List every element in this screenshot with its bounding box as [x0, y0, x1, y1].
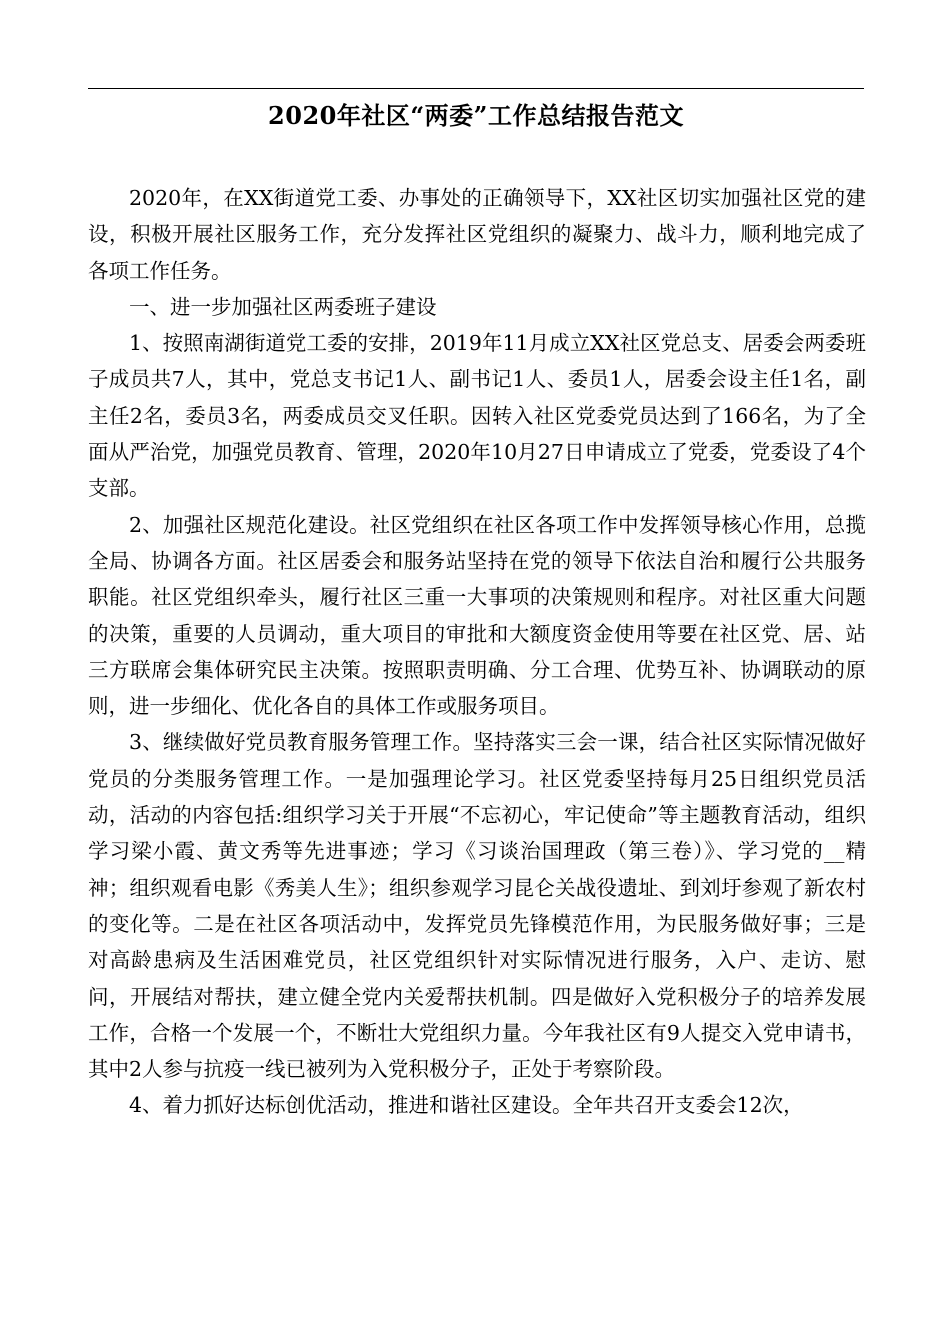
document-body — [88, 180, 866, 1124]
intro-paragraph: 2020年，在XX街道党工委、办事处的正确领导下，XX社区切实加强社区党的建设，积极开展社区服务工作，充分发挥社区党组织的凝聚力、战斗力，顺利地完成了各项工作任务。 — [88, 186, 866, 283]
document-title: 2020年社区“两委”工作总结报告范文 — [268, 101, 684, 130]
paragraph-item-4: 4、着力抓好达标创优活动，推进和谐社区建设。全年共召开支委会12次， — [129, 1093, 804, 1118]
section-heading-1: 一、进一步加强社区两委班子建设 — [129, 294, 437, 319]
paragraph-item-3: 3、继续做好党员教育服务管理工作。坚持落实三会一课，结合社区实际情况做好党员的分类服务管理工作。一是加强理论学习。社区党委坚持每月25日组织党员活动，活动的内容包括:组织学习关于开展“不忘初心，牢记使命”等主题教育活动，组织学习梁小霞、黄文秀等先进事迹；学习《习谈治国理政（第三卷）》、学习党的__精神；组织观看电影《秀美人生》；组织参观学习昆仑关战役遗址、到刘圩参观了新农村的变化等。二是在社区各项活动中，发挥党员先锋模范作用，为民服务做好事；三是对高龄患病及生活困难党员，社区党组织针对实际情况进行服务，入户、走访、慰问，开展结对帮扶，建立健全党内关爱帮扶机制。四是做好入党积极分子的培养发展工作，合格一个发展一个，不断壮大党组织力量。今年我社区有9人提交入党申请书，其中2人参与抗疫一线已被列为入党积极分子，正处于考察阶段。 — [88, 730, 866, 1082]
paragraph-item-1: 1、按照南湖街道党工委的安排，2019年11月成立XX社区党总支、居委会两委班子成员共7人，其中，党总支书记1人、副书记1人、委员1人，居委会设主任1名，副主任2名，委员3名，两委成员交叉任职。因转入社区党委党员达到了166名，为了全面从严治党，加强党员教育、管理，2020年10月27日申请成立了党委，党委设了4个支部。 — [88, 331, 866, 501]
header-rule — [88, 88, 864, 89]
paragraph-item-2: 2、加强社区规范化建设。社区党组织在社区各项工作中发挥领导核心作用，总揽全局、协调各方面。社区居委会和服务站坚持在党的领导下依法自治和履行公共服务职能。社区党组织牵头，履行社区三重一大事项的决策规则和程序。对社区重大问题的决策，重要的人员调动，重大项目的审批和大额度资金使用等要在社区党、居、站三方联席会集体研究民主决策。按照职责明确、分工合理、优势互补、协调联动的原则，进一步细化、优化各自的具体工作或服务项目。 — [88, 512, 866, 719]
